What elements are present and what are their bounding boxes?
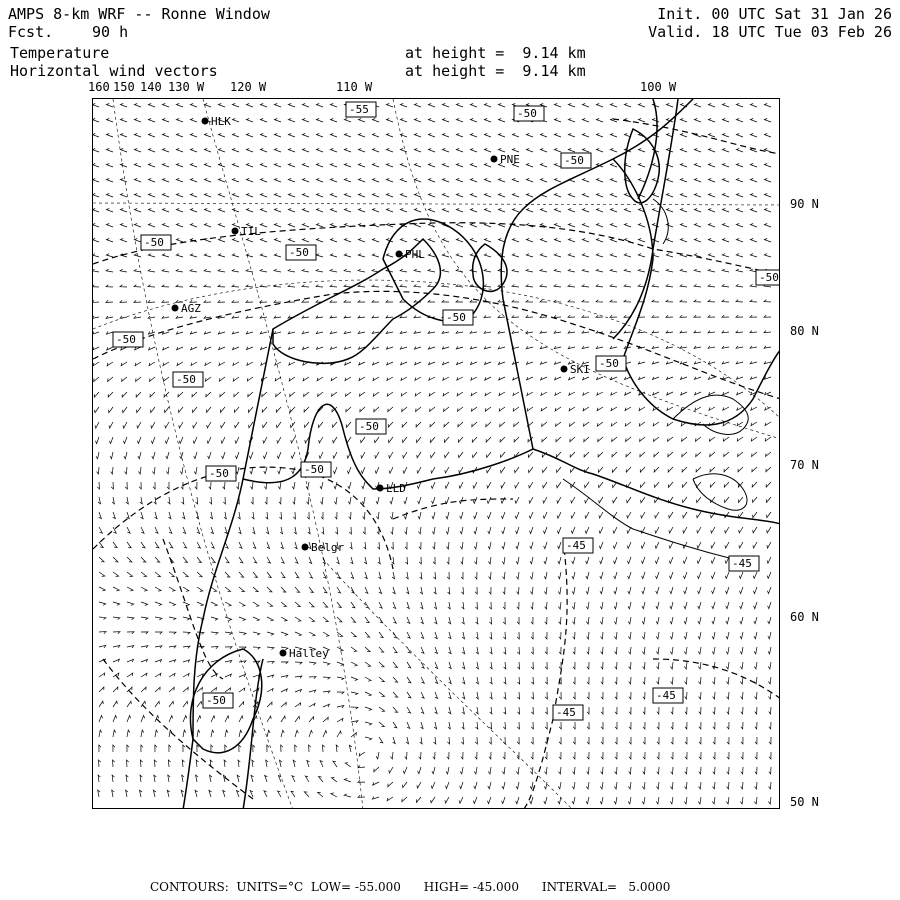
contour-label-text: -45: [656, 689, 676, 702]
station-label: HLK: [211, 115, 231, 128]
contour-label-text: -50: [446, 311, 466, 324]
station-ski: [561, 363, 590, 376]
station-label: PHL: [405, 248, 425, 261]
station-label: AGZ: [181, 302, 201, 315]
station-label: TIL: [241, 225, 261, 238]
lon-tick-150: 150: [113, 80, 135, 94]
contour-label: [563, 538, 593, 553]
contour-label: [561, 153, 591, 168]
contour-label-text: -50: [176, 373, 196, 386]
lat-tick-90n: 90 N: [790, 197, 819, 211]
contour-label-text: -50: [144, 236, 164, 249]
contour-label: [203, 693, 233, 708]
station-marker: [232, 228, 239, 235]
station-label: PNE: [500, 153, 520, 166]
lon-tick-120w: 120 W: [230, 80, 267, 94]
lon-tick-160: 160: [88, 80, 110, 94]
station-agz: [172, 302, 202, 315]
height-temperature: at height = 9.14 km: [405, 44, 586, 62]
station-marker: [172, 305, 179, 312]
contour-label: [286, 245, 316, 260]
station-label: LLD: [386, 482, 406, 495]
station-marker: [491, 156, 498, 163]
contour-label: [514, 106, 544, 121]
station-label: Belgr: [311, 541, 345, 554]
contour-label-text: -45: [556, 706, 576, 719]
station-marker: [377, 485, 384, 492]
temperature-contours: [93, 119, 780, 809]
station-marker: [302, 544, 309, 551]
contour-label: [443, 310, 473, 325]
station-marker: [561, 366, 568, 373]
lon-tick-100w: 100 W: [640, 80, 677, 94]
contour-label-text: -50: [599, 357, 619, 370]
lat-tick-60n: 60 N: [790, 610, 819, 624]
coastline: [183, 99, 780, 809]
contour-label-text: -50: [359, 420, 379, 433]
contour-label: [596, 356, 626, 371]
contour-label: [729, 556, 759, 571]
map-title: AMPS 8-km WRF -- Ronne Window: [8, 5, 270, 23]
field-temperature: Temperature: [10, 44, 110, 62]
contour-footer: CONTOURS: UNITS=°C LOW= -55.000 HIGH= -45.000 INTERVAL= 5.0000: [150, 880, 671, 894]
contour-label-text: -50: [206, 694, 226, 707]
contour-label: [653, 688, 683, 703]
contour-label: [301, 462, 331, 477]
lon-tick-140: 140: [140, 80, 162, 94]
contour-label: [141, 235, 171, 250]
station-marker: [280, 650, 287, 657]
contour-label-text: -50: [517, 107, 537, 120]
contour-label-text: -45: [566, 539, 586, 552]
map-panel: [92, 98, 780, 809]
contour-label-text: -45: [732, 557, 752, 570]
contour-label-text: -55: [349, 103, 369, 116]
contour-label-text: -50: [304, 463, 324, 476]
lon-tick-130w: 130 W: [168, 80, 205, 94]
init-time: Init. 00 UTC Sat 31 Jan 26: [657, 5, 892, 23]
station-pne: [491, 153, 520, 166]
contour-label: [356, 419, 386, 434]
station-hlk: [202, 115, 232, 128]
contour-label: [113, 332, 143, 347]
field-wind: Horizontal wind vectors: [10, 62, 218, 80]
lon-tick-110w: 110 W: [336, 80, 373, 94]
contour-label-text: -50: [209, 467, 229, 480]
station-marker: [202, 118, 209, 125]
station-belgr: [302, 541, 345, 554]
station-marker: [396, 251, 403, 258]
station-label: SKI: [570, 363, 590, 376]
contour-label: [346, 102, 376, 117]
station-lld: [377, 482, 406, 495]
station-label: Halley: [289, 647, 329, 660]
contour-label: [173, 372, 203, 387]
height-wind: at height = 9.14 km: [405, 62, 586, 80]
forecast-label: Fcst.: [8, 23, 54, 41]
contour-label-text: -50: [289, 246, 309, 259]
map-canvas: [93, 99, 780, 809]
contour-label-text: -50: [116, 333, 136, 346]
contour-label: [553, 705, 583, 720]
valid-time: Valid. 18 UTC Tue 03 Feb 26: [648, 23, 892, 41]
contour-label: [756, 270, 780, 285]
contour-label-text: -50: [759, 271, 779, 284]
lat-tick-50n: 50 N: [790, 795, 819, 809]
lat-tick-80n: 80 N: [790, 324, 819, 338]
lat-tick-70n: 70 N: [790, 458, 819, 472]
contour-label-text: -50: [564, 154, 584, 167]
contour-label: [206, 466, 236, 481]
forecast-value: 90 h: [92, 23, 129, 41]
station-til: [232, 225, 262, 238]
